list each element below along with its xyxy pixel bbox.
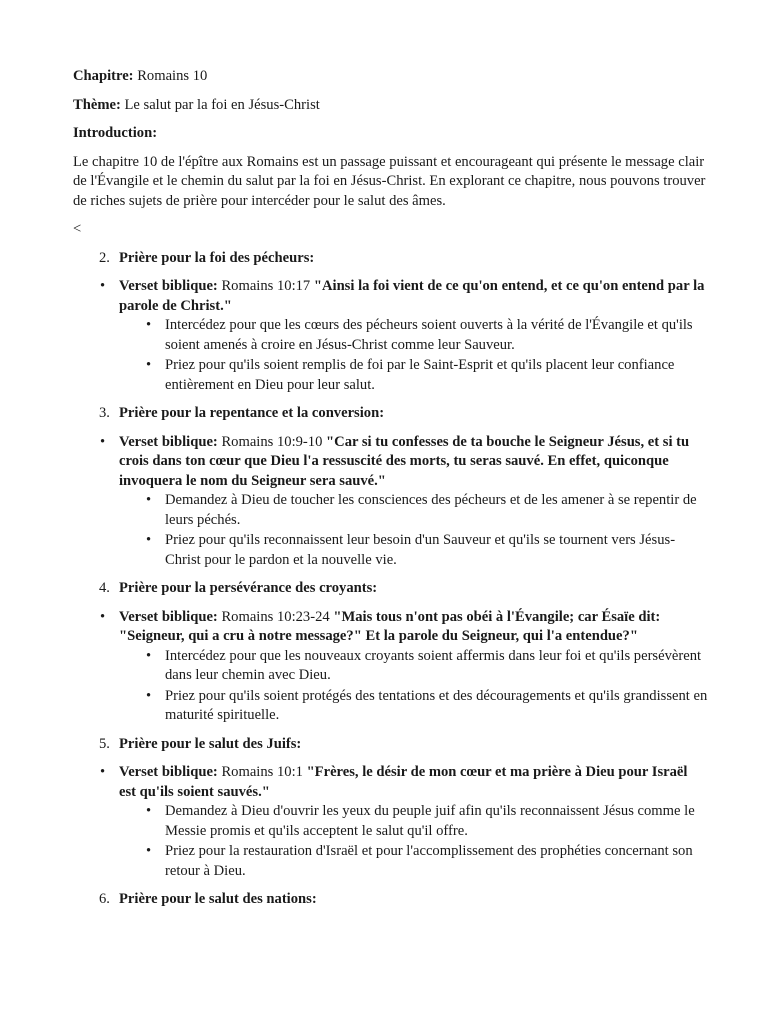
- section-title: Prière pour la persévérance des croyants:: [119, 580, 378, 596]
- bullet-symbol: •: [146, 803, 152, 819]
- bullet-symbol: •: [146, 357, 152, 373]
- section-heading: [73, 579, 708, 599]
- theme-value: Le salut par la foi en Jésus-Christ: [120, 96, 320, 113]
- bullet-symbol: •: [100, 278, 106, 294]
- prayer-sections: [73, 249, 708, 910]
- prayer-point: [73, 491, 708, 530]
- prayer-point-list: [73, 316, 708, 395]
- prayer-point-text: Intercédez pour que les cœurs des pécheurs soient ouverts à la vérité de l'Évangile et qu'ils soient amenés à croire en Jésus-Christ comme leur Sauveur.: [165, 317, 693, 353]
- section-heading: [73, 404, 708, 424]
- theme-label: Thème:: [73, 96, 121, 113]
- verse-reference: Romains 10:17: [217, 278, 314, 294]
- prayer-point: [73, 687, 708, 726]
- section-number: 4.: [99, 580, 110, 596]
- section-title: Prière pour la foi des pécheurs:: [119, 249, 315, 266]
- prayer-point-list: [73, 647, 708, 726]
- prayer-point: [73, 802, 708, 841]
- verse-label: Verset biblique:: [119, 433, 218, 450]
- bullet-symbol: •: [146, 687, 152, 704]
- bullet-symbol: •: [146, 317, 152, 333]
- section-number: 5.: [99, 735, 110, 752]
- section-heading: [73, 890, 708, 910]
- prayer-point: [73, 356, 708, 395]
- chapter-line: [73, 67, 708, 87]
- prayer-point-list: [73, 802, 708, 881]
- section-title: Prière pour la repentance et la conversion:: [119, 405, 385, 421]
- prayer-section: [73, 579, 708, 726]
- prayer-section: [73, 735, 708, 882]
- verse-line: [73, 433, 708, 492]
- bullet-symbol: •: [146, 532, 152, 548]
- verse-line: [73, 763, 708, 802]
- stray-character: <: [73, 221, 82, 237]
- prayer-point: [73, 842, 708, 881]
- bullet-symbol: •: [100, 608, 106, 625]
- verse-quote: "Mais tous n'ont pas obéi à l'Évangile; car Ésaïe dit: "Seigneur, qui a cru à notre message?" Et la parole du Seigneur, qui l'a entendue?": [119, 608, 661, 644]
- verse-quote: "Car si tu confesses de ta bouche le Seigneur Jésus, et si tu crois dans ton cœur que Dieu l'a ressuscité des morts, tu seras sauvé. En effet, quiconque invoquera le nom du Seigneur sera sauvé.": [119, 433, 690, 489]
- verse-reference: Romains 10:1: [217, 764, 307, 780]
- bullet-symbol: •: [100, 764, 106, 780]
- bullet-symbol: •: [146, 843, 152, 859]
- prayer-point: [73, 316, 708, 355]
- prayer-section: [73, 890, 708, 910]
- prayer-point-text: Demandez à Dieu d'ouvrir les yeux du peuple juif afin qu'ils reconnaissent Jésus comme le Messie promis et qu'ils acceptent le salut qu'il offre.: [165, 803, 695, 839]
- intro-heading: Introduction:: [73, 125, 158, 141]
- verse-quote: "Frères, le désir de mon cœur et ma prière à Dieu pour Israël est qu'ils soient sauvés.": [119, 764, 688, 800]
- section-number: 2.: [99, 249, 110, 266]
- verse-reference: Romains 10:23-24: [217, 608, 334, 625]
- section-number: 3.: [99, 405, 110, 421]
- prayer-section: [73, 404, 708, 570]
- chapter-label: Chapitre:: [73, 68, 134, 84]
- section-number: 6.: [99, 891, 110, 907]
- bullet-symbol: •: [146, 647, 152, 664]
- prayer-point-list: [73, 491, 708, 570]
- prayer-point-text: Priez pour qu'ils reconnaissent leur besoin d'un Sauveur et qu'ils se tournent vers Jésus-Christ pour le pardon et la nouvelle vie.: [165, 532, 676, 568]
- bullet-symbol: •: [100, 433, 106, 450]
- verse-label: Verset biblique:: [119, 278, 218, 294]
- prayer-point-text: Demandez à Dieu de toucher les consciences des pécheurs et de les amener à se repentir de leurs péchés.: [165, 492, 697, 528]
- section-title: Prière pour le salut des Juifs:: [119, 735, 302, 752]
- verse-line: [73, 608, 708, 647]
- verse-label: Verset biblique:: [119, 608, 218, 625]
- verse-quote: "Ainsi la foi vient de ce qu'on entend, et ce qu'on entend par la parole de Christ.": [119, 278, 705, 314]
- prayer-point: [73, 647, 708, 686]
- prayer-point: [73, 531, 708, 570]
- prayer-section: [73, 249, 708, 396]
- verse-reference: Romains 10:9-10: [217, 433, 327, 450]
- verse-line: [73, 277, 708, 316]
- intro-paragraph: Le chapitre 10 de l'épître aux Romains est un passage puissant et encourageant qui présente le message clair de l'Évangile et le chemin du salut par la foi en Jésus-Christ. En explorant ce chapitre, nous pouvons trouver de riches sujets de prière pour intercéder pour le salut des âmes.: [73, 153, 706, 209]
- prayer-point-text: Priez pour qu'ils soient protégés des tentations et des découragements et qu'ils grandissent en maturité spirituelle.: [165, 687, 708, 723]
- prayer-point-text: Priez pour qu'ils soient remplis de foi par le Saint-Esprit et qu'ils placent leur confiance entièrement en Dieu pour leur salut.: [165, 357, 675, 393]
- section-title: Prière pour le salut des nations:: [119, 891, 317, 907]
- bullet-symbol: •: [146, 492, 152, 508]
- chapter-value: Romains 10: [133, 68, 208, 84]
- prayer-point-text: Intercédez pour que les nouveaux croyants soient affermis dans leur foi et qu'ils persévèrent dans leur chemin avec Dieu.: [165, 647, 702, 683]
- prayer-point-text: Priez pour la restauration d'Israël et pour l'accomplissement des prophéties concernant son retour à Dieu.: [165, 843, 693, 879]
- section-heading: [73, 735, 708, 755]
- section-heading: [73, 249, 708, 269]
- theme-line: [73, 96, 708, 116]
- verse-label: Verset biblique:: [119, 764, 218, 780]
